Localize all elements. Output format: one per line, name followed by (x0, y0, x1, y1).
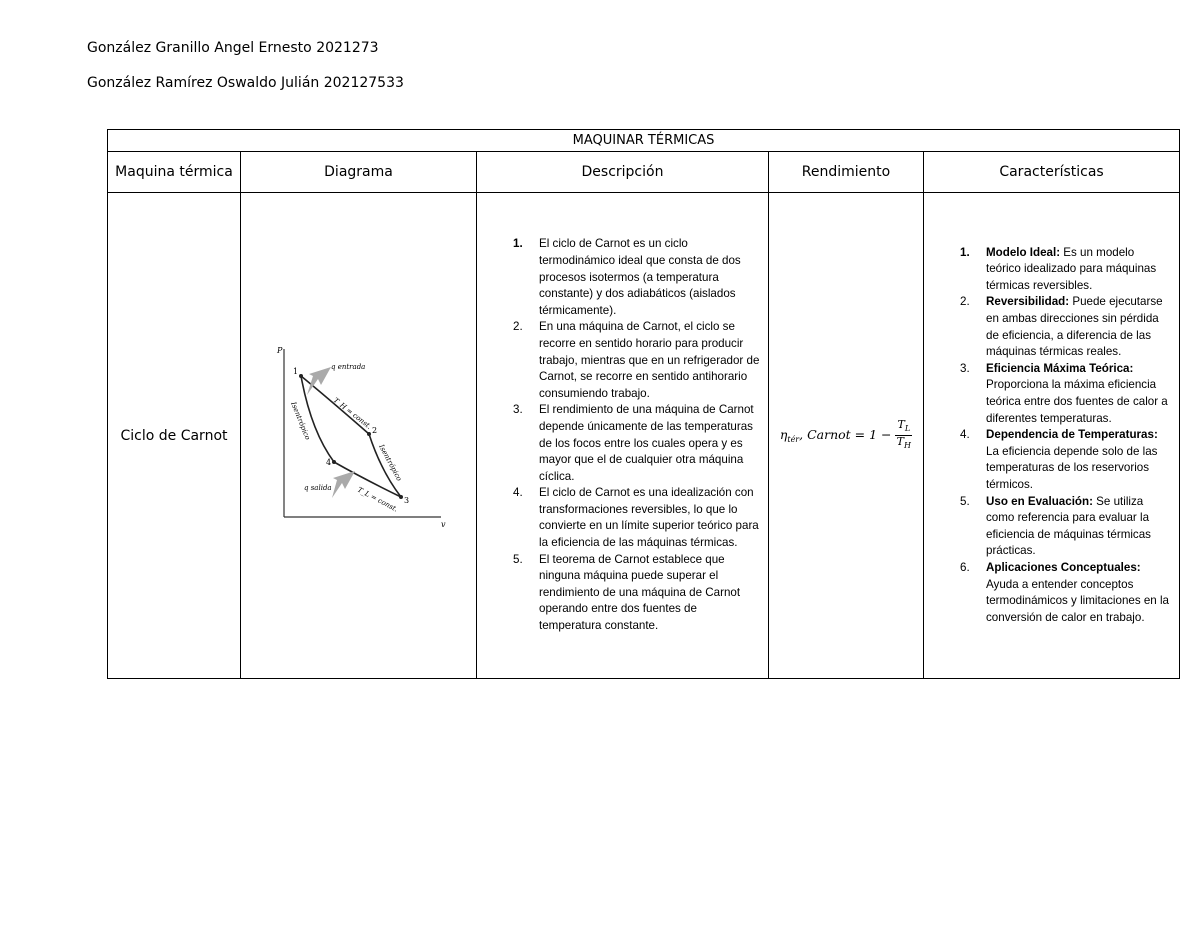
header-features: Características (924, 152, 1180, 193)
point-1 (299, 374, 303, 378)
left-curve-label: Isentrópico (288, 400, 312, 441)
list-item: 3. Eficiencia Máxima Teórica: Proporciona la máxima eficiencia teórica entre dos fuentes de calor a diferentes temperaturas. (960, 361, 1168, 425)
point-4 (332, 460, 336, 464)
author-2: González Ramírez Oswaldo Julián 202127533 (87, 75, 404, 91)
list-item: 1. Modelo Ideal: Es un modelo teórico idealizado para máquinas térmicas reversibles. (960, 245, 1157, 292)
point-3-label: 3 (403, 495, 409, 505)
tl-label: T_L = const. (355, 485, 399, 514)
features-cell (924, 193, 1180, 679)
q-in-label: q entrada (330, 362, 365, 371)
point-1-label: 1 (292, 366, 298, 376)
efficiency-formula: $\eta_{tér}$, Carnot = 1 − $\frac{T_L}{T_H}$ (779, 418, 911, 450)
list-item: 2. Reversibilidad: Puede ejecutarse en ambas direcciones sin pérdida de eficiencia, a diferencia de las máquinas térmicas reales. (960, 295, 1163, 359)
list-item: 5. El teorema de Carnot establece que ninguna máquina puede superar el rendimiento de una máquina de Carnot operando entre dos fuentes de temperatura constante. (513, 552, 741, 633)
axis-p-label: P (276, 345, 282, 355)
heat-out-arrow-icon (332, 471, 355, 498)
header-performance: Rendimiento (769, 152, 924, 193)
performance-cell (769, 193, 924, 679)
list-item: 2. En una máquina de Carnot, el ciclo se recorre en sentido horario para producir trabajo, mientras que en un refrigerador de Carnot, se recorre en sentido antihorario consumiendo trabajo. (513, 320, 760, 400)
author-1: González Granillo Angel Ernesto 2021273 (87, 40, 379, 56)
carnot-diagram-cell (241, 193, 477, 679)
heat-machines-table (107, 129, 1180, 679)
list-item: 3. El rendimiento de una máquina de Carnot depende únicamente de las temperaturas de los focos entre los cuales opera y es mayor que el de cualquier otra máquina cíclica. (513, 403, 754, 483)
machine-name: Ciclo de Carnot (108, 193, 241, 679)
list-item: 4. El ciclo de Carnot es una idealización con transformaciones reversibles, lo que lo convierte en un límite superior teórico para la eficiencia de las máquinas térmicas. (513, 486, 759, 550)
table-title: MAQUINAR TÉRMICAS (108, 130, 1180, 152)
point-2-label: 2 (371, 425, 377, 435)
list-item: 5. Uso en Evaluación: Se utiliza como referencia para evaluar la eficiencia de máquinas térmicas prácticas. (960, 494, 1151, 558)
point-2 (367, 432, 371, 436)
description-cell (477, 193, 769, 679)
list-item: 6. Aplicaciones Conceptuales: Ayuda a entender conceptos termodinámicos y limitaciones en la conversión de calor en trabajo. (960, 560, 1169, 624)
point-3 (399, 495, 403, 499)
features-list (924, 245, 1179, 627)
th-label: T_H = const. (331, 395, 373, 431)
description-list (477, 236, 768, 634)
list-item: 1. El ciclo de Carnot es un ciclo termodinámico ideal que consta de dos procesos isotermos (a temperatura constante) y dos adiabáticos (aislados térmicamente). (513, 237, 741, 317)
q-out-label: q salida (303, 483, 332, 492)
right-curve-label: Isentrópico (376, 442, 403, 482)
list-item: 4. Dependencia de Temperaturas: La eficiencia depende solo de las temperaturas de los reservorios térmicos. (960, 428, 1158, 491)
header-diagram: Diagrama (241, 152, 477, 193)
header-description: Descripción (477, 152, 769, 193)
carnot-pv-diagram (269, 341, 449, 531)
point-4-label: 4 (325, 457, 331, 467)
header-machine: Maquina térmica (108, 152, 241, 193)
axis-v-label: v (440, 519, 446, 529)
